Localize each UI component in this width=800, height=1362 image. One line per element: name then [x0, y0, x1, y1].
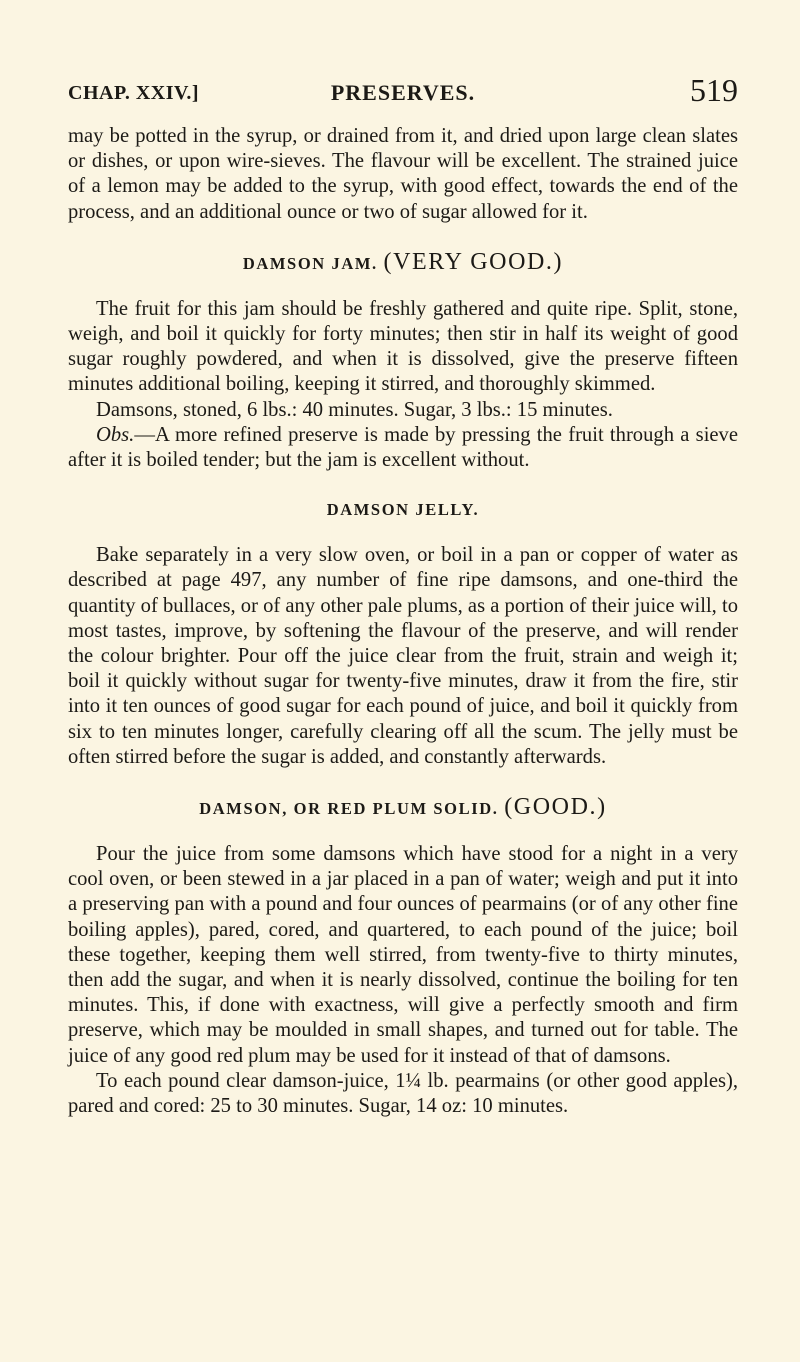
damson-solid-heading [68, 792, 738, 824]
chapter-label: CHAP. XXIV.] [68, 82, 200, 104]
intro-paragraph: may be potted in the syrup, or drained from it, and dried upon large clean slates or dishes, or upon wire-sieves. The flavour will be excellent. The strained juice of a lemon may be added to the syrup, with good effect, towards the end of the process, and an additional ounce or two of sugar allowed for it. [68, 125, 738, 223]
obs-text: —A more refined preserve is made by pressing the fruit through a sieve after it is boiled tender; but the jam is excellent without. [68, 423, 738, 472]
page-number: 519 [690, 72, 738, 108]
obs-label: Obs. [96, 423, 135, 446]
damson-jam-quantities: Damsons, stoned, 6 lbs.: 40 minutes. Sugar, 3 lbs.: 15 minutes. [96, 398, 613, 421]
damson-jam-title: DAMSON JAM. [242, 253, 378, 273]
damson-jam-paragraph: The fruit for this jam should be freshly gathered and quite ripe. Split, stone, weigh, and boil it quickly for forty minutes; then stir in half its weight of good sugar roughly powdered, and when it is dissolved, give the preserve fifteen minutes additional boiling, keeping it stirred, and thoroughly skimmed. [68, 297, 738, 396]
damson-solid-title: DAMSON, OR RED PLUM SOLID. [199, 799, 499, 819]
damson-solid-paragraph: Pour the juice from some damsons which have stood for a night in a very cool oven, or been stewed in a jar placed in a pan of water; weigh and put it into a preserving pan with a pound and four ounces of pearmains (or of any other fine boiling apples), pared, cored, and quartered, to each pound of the juice; boil these together, keeping them well stirred, from twenty-five to thirty minutes, then add the sugar, and when it is nearly dissolved, continue the boiling for ten minutes. This, if done with exactness, will give a perfectly smooth and firm preserve, which may be moulded in small shapes, and turned out for table. The juice of any good red plum may be used for it instead of that of damsons. [68, 843, 738, 1067]
page-body [68, 124, 738, 1119]
running-title: PRESERVES. [330, 80, 476, 105]
damson-jelly-paragraph: Bake separately in a very slow oven, or boil in a pan or copper of water as described at page 497, any number of fine ripe damsons, and one-third the quantity of bullaces, or of any other pale plums, as a portion of their juice will, to most tastes, improve, by softening the flavour of the preserve, and will render the colour brighter. Pour off the juice clear from the fruit, strain and weigh it; boil it quickly without sugar for twenty-five minutes, draw it from the fire, stir into it ten ounces of good sugar for each pound of juice, and boil it quickly from six to ten minutes longer, carefully clearing off all the scum. The jelly must be often stirred before the sugar is added, and constantly afterwards. [68, 544, 738, 768]
damson-jam-obs [68, 423, 738, 473]
damson-jam-note: (VERY GOOD.) [383, 248, 564, 275]
damson-jam-heading [68, 247, 738, 279]
damson-jelly-title: DAMSON JELLY. [326, 500, 480, 520]
damson-solid-quantities: To each pound clear damson-juice, 1¼ lb. pearmains (or other good apples), pared and cored: 25 to 30 minutes. Sugar, 14 oz: 10 minutes. [68, 1069, 738, 1118]
damson-solid-note: (GOOD.) [504, 794, 607, 821]
running-head [68, 72, 738, 108]
damson-jelly-heading [68, 495, 738, 525]
